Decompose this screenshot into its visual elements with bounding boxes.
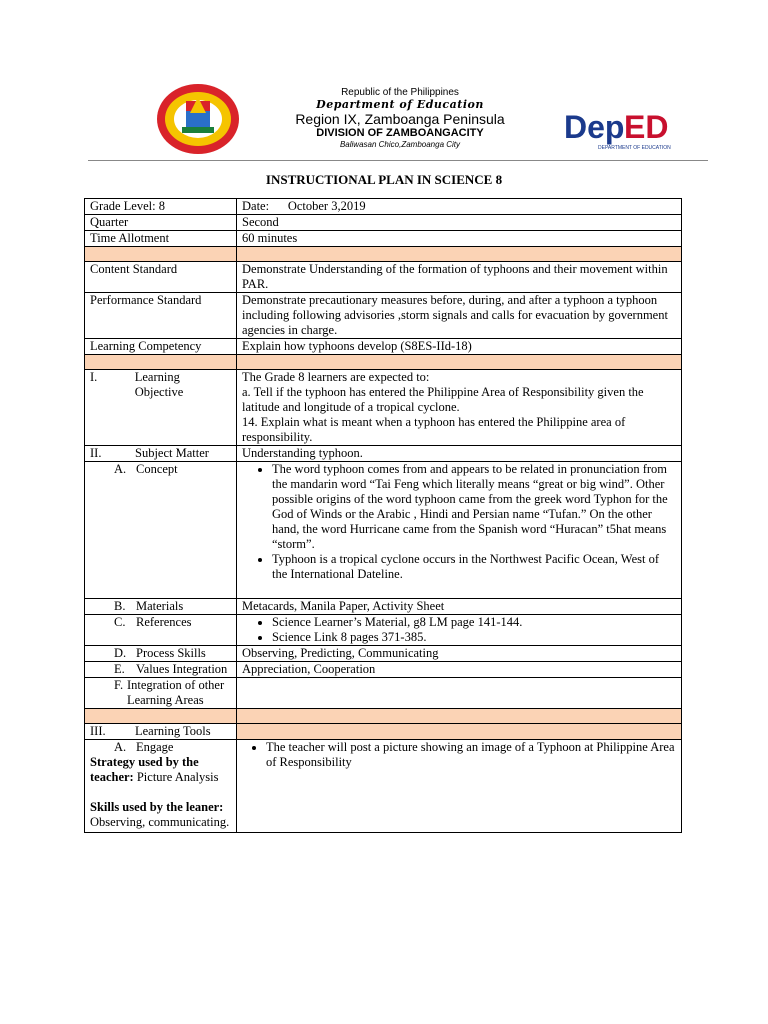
- learning-competency-label: Learning Competency: [85, 339, 237, 355]
- time-allotment-value: 60 minutes: [237, 231, 682, 247]
- references-cell: [237, 615, 682, 646]
- process-skills-label: Process Skills: [136, 646, 206, 660]
- table-row: [85, 462, 682, 599]
- process-skills-value: Observing, Predicting, Communicating: [237, 646, 682, 662]
- table-row: [85, 339, 682, 355]
- table-row: [85, 599, 682, 615]
- learning-competency-value: Explain how typhoons develop (S8ES-IId-18): [237, 339, 682, 355]
- subject-matter-label: Subject Matter: [135, 446, 209, 460]
- performance-standard-value: Demonstrate precautionary measures before, during, and after a typhoon a typhoon including following advisories ,storm signals and calls for evacuation by government agencies in charge.: [237, 293, 682, 339]
- section-number: III.: [90, 724, 106, 738]
- item-letter: D.: [114, 646, 127, 660]
- materials-label-cell: [85, 599, 237, 615]
- skills-block: [90, 800, 231, 830]
- shaded-separator-row: [85, 709, 682, 724]
- item-letter: F.: [114, 678, 124, 692]
- table-row: [85, 662, 682, 678]
- table-row: [85, 446, 682, 462]
- integration-value: [237, 678, 682, 709]
- svg-text:Dep: Dep: [564, 109, 625, 145]
- subject-matter-label-cell: [85, 446, 237, 462]
- learning-objective-label-cell: [85, 370, 237, 446]
- learning-tools-value: [237, 724, 682, 740]
- engage-cell: [237, 740, 682, 833]
- section-number: I.: [90, 370, 98, 384]
- item-letter: A.: [114, 740, 127, 754]
- division-line: DIVISION OF ZAMBOANGACITY: [316, 127, 484, 140]
- time-allotment-label: Time Allotment: [85, 231, 237, 247]
- header-divider: [88, 160, 708, 161]
- section-number: II.: [90, 446, 102, 460]
- item-letter: B.: [114, 599, 126, 613]
- grade-level-cell: Grade Level: 8: [85, 199, 237, 215]
- date-cell: [237, 199, 682, 215]
- table-row: [85, 724, 682, 740]
- objective-a: a. Tell if the typhoon has entered the Philippine Area of Responsibility given the latitude and longitude of a tropical cyclone.: [242, 385, 644, 414]
- materials-value: Metacards, Manila Paper, Activity Sheet: [237, 599, 682, 615]
- table-row: [85, 370, 682, 446]
- table-row: [85, 646, 682, 662]
- svg-text:DEPARTMENT OF EDUCATION: DEPARTMENT OF EDUCATION: [598, 145, 671, 151]
- quarter-label: Quarter: [85, 215, 237, 231]
- table-row: [85, 231, 682, 247]
- skills-label: Skills used by the leaner:: [90, 800, 224, 814]
- objective-14: 14. Explain what is meant when a typhoon has entered the Philippine area of responsibility.: [242, 415, 626, 444]
- table-row: [85, 615, 682, 646]
- integration-label: Integration of other Learning Areas: [126, 678, 225, 707]
- learning-objective-label: Learning Objective: [134, 370, 184, 399]
- performance-standard-label: Performance Standard: [85, 293, 237, 339]
- address-line: Baliwasan Chico,Zamboanga City: [339, 139, 461, 149]
- content-standard-value: Demonstrate Understanding of the formation of typhoons and their movement within PAR.: [237, 262, 682, 293]
- item-letter: A.: [114, 462, 127, 476]
- letterhead: [0, 0, 768, 160]
- concept-label-cell: [85, 462, 237, 599]
- svg-text:ED: ED: [624, 109, 669, 145]
- concept-bullet: • Typhoon is a tropical cyclone occurs in the Northwest Pacific Ocean, West of the International Dateline.: [272, 552, 676, 582]
- instructional-plan-table: [84, 198, 682, 833]
- values-integration-label: Values Integration: [136, 662, 228, 676]
- document-title: INSTRUCTIONAL PLAN IN SCIENCE 8: [265, 172, 503, 187]
- concept-label: Concept: [136, 462, 178, 476]
- learning-tools-label-cell: [85, 724, 237, 740]
- date-value: October 3,2019: [287, 199, 366, 213]
- table-row: [85, 678, 682, 709]
- concept-cell: [237, 462, 682, 599]
- materials-label: Materials: [136, 599, 184, 613]
- table-row: [85, 740, 682, 833]
- table-row: [85, 215, 682, 231]
- reference-bullet: • Science Learner’s Material, g8 LM page 141-144.: [272, 615, 676, 630]
- references-label-cell: [85, 615, 237, 646]
- strategy-block: [90, 755, 231, 785]
- division-seal-logo: [156, 83, 240, 155]
- item-letter: C.: [114, 615, 126, 629]
- learning-tools-label: Learning Tools: [135, 724, 211, 738]
- objective-intro: The Grade 8 learners are expected to:: [242, 370, 430, 384]
- reference-bullet: • Science Link 8 pages 371-385.: [272, 630, 676, 645]
- table-row: [85, 199, 682, 215]
- strategy-value: Picture Analysis: [136, 770, 219, 784]
- table-row: [85, 293, 682, 339]
- engage-label: Engage: [136, 740, 174, 754]
- deped-logo: [562, 106, 672, 152]
- republic-line: Republic of the Philippines: [341, 87, 459, 98]
- subject-matter-value: Understanding typhoon.: [237, 446, 682, 462]
- engage-label-cell: [85, 740, 237, 833]
- values-integration-label-cell: [85, 662, 237, 678]
- content-standard-label: Content Standard: [85, 262, 237, 293]
- strategy-label: Strategy used by the teacher:: [90, 755, 199, 784]
- skills-value: Observing, communicating.: [90, 815, 230, 829]
- department-line: Department of Education: [316, 97, 484, 111]
- integration-label-cell: [85, 678, 237, 709]
- quarter-value: Second: [237, 215, 682, 231]
- shaded-separator-row: [85, 247, 682, 262]
- process-skills-label-cell: [85, 646, 237, 662]
- concept-bullet: • The word typhoon comes from and appears to be related in pronunciation from the mandarin word “Tai Feng which literally means “great or big wind”. Other possible origins of the word typhoon came from the greek word Typhon for the God of Winds or the Arabic , Hindi and Persian name “Tufan.” On the other hand, the word Hurricane came from the Spanish word “Huracan” t5hat means “storm”.: [272, 462, 676, 552]
- item-letter: E.: [114, 662, 125, 676]
- values-integration-value: Appreciation, Cooperation: [237, 662, 682, 678]
- shaded-separator-row: [85, 355, 682, 370]
- date-label: Date:: [242, 199, 270, 213]
- learning-objective-cell: [237, 370, 682, 446]
- engage-bullet: • The teacher will post a picture showing an image of a Typhoon at Philippine Area of Responsibility: [266, 740, 676, 770]
- table-row: [85, 262, 682, 293]
- region-line: Region IX, Zamboanga Peninsula: [295, 111, 505, 128]
- references-label: References: [136, 615, 192, 629]
